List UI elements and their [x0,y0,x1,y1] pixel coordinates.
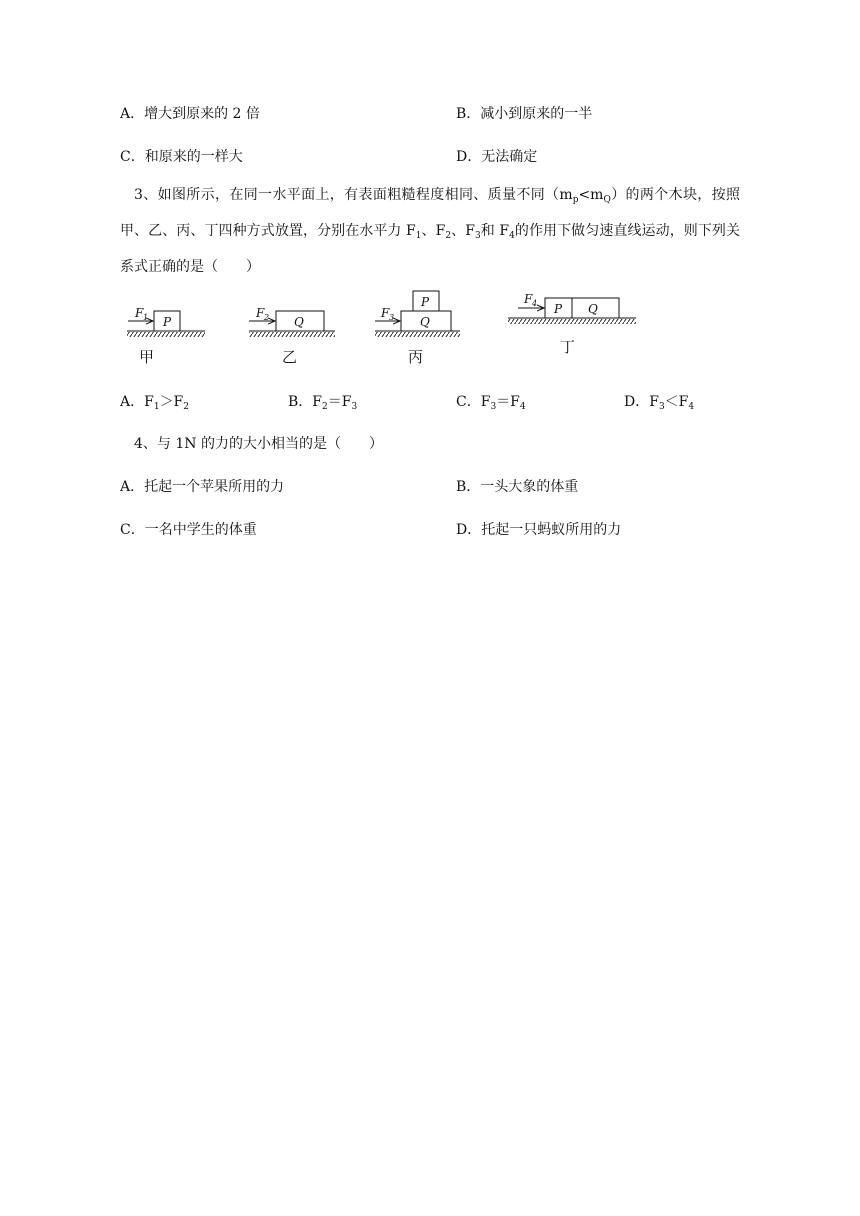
q4-stem: 4、与 1N 的力的大小相当的是（ ） [134,436,383,452]
label-ding: 丁 [560,338,576,356]
svg-text:2: 2 [264,313,270,322]
svg-text:Q: Q [294,315,304,329]
label-yi: 乙 [282,348,298,366]
svg-text:P: P [163,315,172,329]
svg-text:P: P [554,302,563,316]
label-jia: 甲 [139,348,155,366]
q2-option-d: D．无法确定 [456,149,538,165]
diagram-jia [127,306,205,366]
q3-stem: 3、如图所示，在同一水平面上，有表面粗糙程度相同、质量不同$(m_p<m_Q)$的两个木块，按照甲、乙、丙、丁四种方式放置，分别在水平力 $F_1$、$F_2$、$F_3$和 $F_4$的作用下做匀速直线运动，则下列关系式正确的是（ ） [120,187,741,275]
svg-text:P: P [421,295,430,309]
q4-option-c: C．一名中学生的体重 [120,522,257,538]
q4-option-d: D．托起一只蚂蚁所用的力 [456,522,622,538]
q3-option-c: C．$F_3=F_4$ [456,394,526,412]
svg-text:4: 4 [532,299,538,308]
svg-text:F: F [381,306,390,320]
svg-text:F: F [135,306,144,320]
q2-option-c: C．和原来的一样大 [120,149,243,165]
q3-figure [0,280,860,380]
svg-text:Q: Q [420,315,430,329]
q3-option-d: D．$F_3<F_4$ [624,394,695,412]
q4-option-a: A．托起一个苹果所用的力 [120,479,285,495]
diagram-ding [508,292,636,356]
q4-option-b: B．一头大象的体重 [456,479,579,495]
q2-option-a: A．增大到原来的 2 倍 [120,106,260,122]
svg-text:1: 1 [143,313,149,322]
svg-text:3: 3 [389,313,395,322]
diagram-yi [249,306,335,366]
svg-text:F: F [524,292,533,306]
svg-text:Q: Q [588,302,598,316]
q2-option-b: B．减小到原来的一半 [456,106,593,122]
svg-text:F: F [256,306,265,320]
diagram-bing [375,291,460,366]
label-bing: 丙 [408,348,424,366]
q3-option-b: B．$F_2=F_3$ [288,394,358,412]
q3-option-a: A．$F_1>F_2$ [120,394,190,412]
